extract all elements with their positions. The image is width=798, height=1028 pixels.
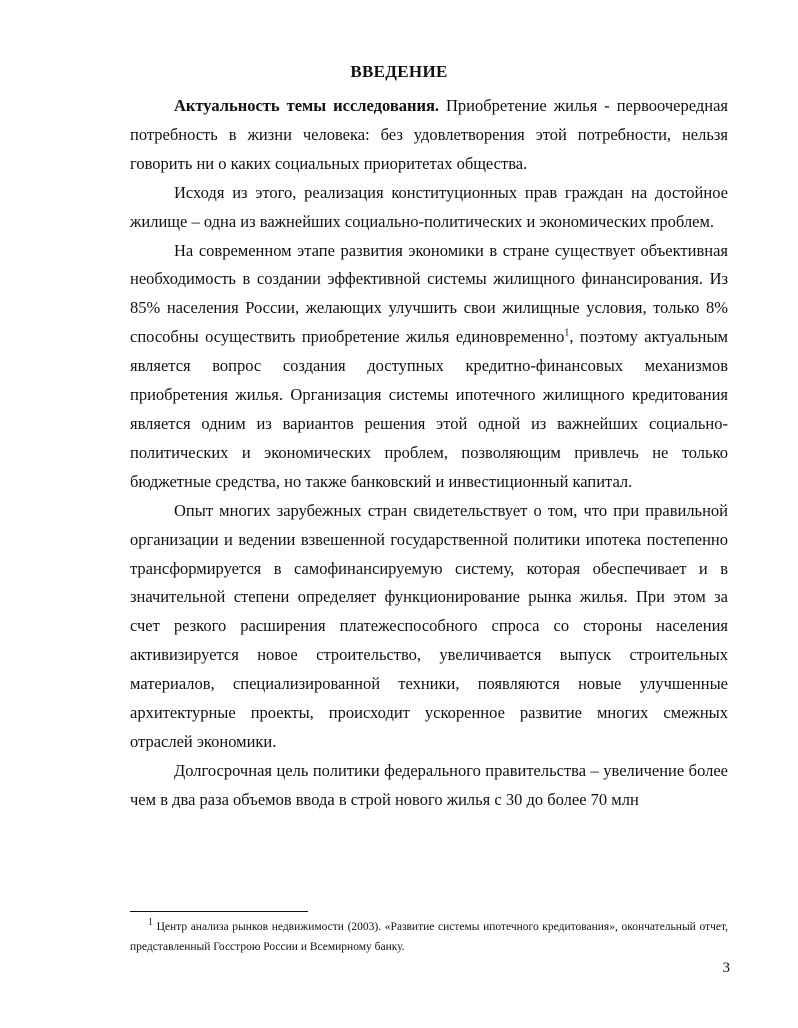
footnote-text: Центр анализа рынков недвижимости (2003). «Развитие системы ипотечного кредитования», окончательный отчет, представленный Госстрою России и Всемирному банку. <box>130 921 728 953</box>
paragraph-2-text: Исходя из этого, реализация конституционных прав граждан на достойное жилище – одна из важнейших социально-политических и экономических проблем. <box>130 182 728 231</box>
paragraph-4-text: Опыт многих зарубежных стран свидетельствует о том, что при правильной организации и ведении взвешенной государственной политики ипотека постепенно трансформируется в самофинансируемую систему, которая обеспечивает и в значительной степени определяет функционирование рынка жилья. При этом за счет резкого расширения платежеспособного спроса со стороны населения активизируется новое строительство, увеличивается выпуск строительных материалов, специализированной техники, появляются новые улучшенные архитектурные проекты, происходит ускоренное развитие многих смежных отраслей экономики. <box>130 500 728 751</box>
paragraph-relevance <box>130 92 728 179</box>
page-number: 3 <box>722 960 730 976</box>
paragraph-3-text-a: На современном этапе развития экономики в стране существует объективная необходимость в создании эффективной системы жилищного финансирования. Из 85% населения России, желающих улучшить свои жилищные условия, только 8% способны осуществить приобретение жилья единовременно <box>130 240 728 347</box>
paragraph-3-text-b: , поэтому актуальным является вопрос создания доступных кредитно-финансовых механизмов приобретения жилья. Организация системы ипотечного жилищного кредитования является одним из вариантов решения этой одной из важнейших социально-политических и экономических проблем, позволяющим привлечь не только бюджетные средства, но также банковский и инвестиционный капитал. <box>130 327 728 491</box>
footnote <box>130 917 728 957</box>
paragraph-5 <box>130 757 728 815</box>
paragraph-1-text: Приобретение жилья - первоочередная потребность в жизни человека: без удовлетворения этой потребности, нельзя говорить ни о каких социальных приоритетах общества. <box>130 96 728 173</box>
paragraph-4 <box>130 497 728 757</box>
footnote-reference: 1 <box>564 327 570 339</box>
section-heading: ВВЕДЕНИЕ <box>350 62 448 81</box>
footnote-marker: 1 <box>148 917 153 929</box>
paragraph-2 <box>130 179 728 237</box>
paragraph-5-text: Долгосрочная цель политики федерального правительства – увеличение более чем в два раза объемов ввода в строй нового жилья с 30 до более 70 млн <box>130 760 728 809</box>
relevance-label: Актуальность темы исследования. <box>174 96 440 115</box>
footnote-divider <box>130 911 308 912</box>
paragraph-3 <box>130 237 728 497</box>
body-text <box>130 92 728 815</box>
